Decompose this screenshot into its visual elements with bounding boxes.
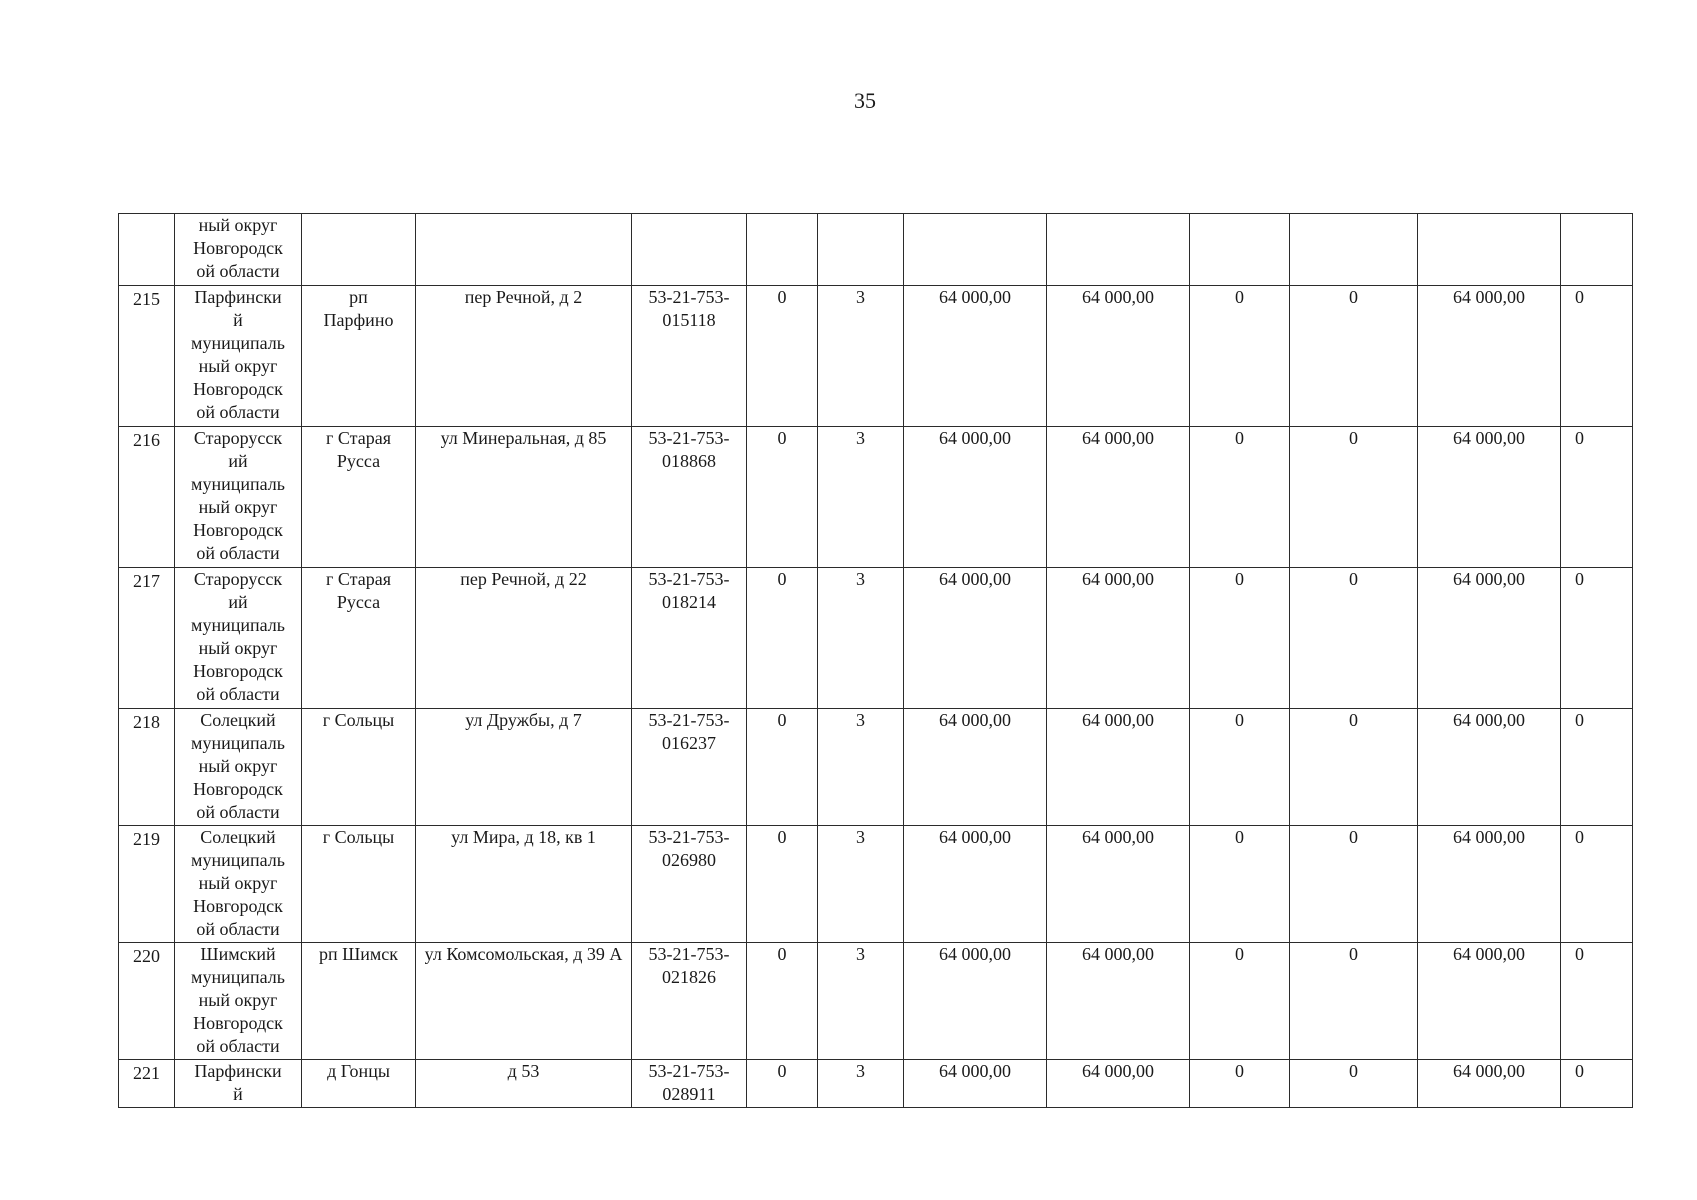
cell-c2: 3 xyxy=(818,709,904,826)
locality-line: г Сольцы xyxy=(322,710,395,730)
cell-c5: 0 xyxy=(1190,427,1290,568)
locality-line: Русса xyxy=(336,592,381,612)
district-line: ой области xyxy=(196,684,280,704)
cell-c5 xyxy=(1190,214,1290,286)
locality-line: Парфино xyxy=(323,310,394,330)
cell-address: пер Речной, д 22 xyxy=(416,568,632,709)
district-line: муниципаль xyxy=(191,474,285,494)
cell-district xyxy=(175,943,302,1060)
cell-locality xyxy=(302,826,416,943)
cell-c8: 0 xyxy=(1561,568,1633,709)
cell-c7: 64 000,00 xyxy=(1418,1060,1561,1108)
locality-line: д Гонцы xyxy=(327,1061,390,1081)
cell-c2: 3 xyxy=(818,568,904,709)
locality-line: г Старая xyxy=(326,428,391,448)
district-line: й xyxy=(233,310,243,330)
code-line: 53-21-753- xyxy=(648,569,730,589)
cell-locality xyxy=(302,286,416,427)
district-line: Старорусск xyxy=(193,569,283,589)
district-line: ой области xyxy=(196,402,280,422)
district-line: ный округ xyxy=(198,756,278,776)
district-line: Солецкий xyxy=(200,827,276,847)
district-line: ный округ xyxy=(198,356,278,376)
table-row xyxy=(119,568,1633,709)
district-line: Новгородск xyxy=(193,779,283,799)
district-line: муниципаль xyxy=(191,333,285,353)
cell-c4: 64 000,00 xyxy=(1047,1060,1190,1108)
locality-line: г Сольцы xyxy=(322,827,395,847)
cell-c3: 64 000,00 xyxy=(904,826,1047,943)
cell-district xyxy=(175,214,302,286)
cell-c1: 0 xyxy=(747,709,818,826)
cell-c7: 64 000,00 xyxy=(1418,427,1561,568)
cell-c6 xyxy=(1290,214,1418,286)
cell-district xyxy=(175,568,302,709)
district-line: Парфински xyxy=(194,287,282,307)
cell-district xyxy=(175,286,302,427)
cell-code xyxy=(632,709,747,826)
district-line: Парфински xyxy=(194,1061,282,1081)
cell-locality xyxy=(302,1060,416,1108)
cell-c6: 0 xyxy=(1290,1060,1418,1108)
cell-c3: 64 000,00 xyxy=(904,286,1047,427)
district-line: Новгородск xyxy=(193,1013,283,1033)
cell-c8: 0 xyxy=(1561,286,1633,427)
cell-num: 220 xyxy=(119,943,175,1060)
district-line: ой области xyxy=(196,919,280,939)
code-line: 53-21-753- xyxy=(648,827,730,847)
cell-c2 xyxy=(818,214,904,286)
cell-c2: 3 xyxy=(818,826,904,943)
table-row xyxy=(119,1060,1633,1108)
cell-c4: 64 000,00 xyxy=(1047,709,1190,826)
cell-code xyxy=(632,568,747,709)
district-line: ой области xyxy=(196,802,280,822)
cell-locality xyxy=(302,427,416,568)
code-line: 53-21-753- xyxy=(648,287,730,307)
cell-c6: 0 xyxy=(1290,826,1418,943)
district-line: Новгородск xyxy=(193,238,283,258)
district-line: Старорусск xyxy=(193,428,283,448)
cell-c8: 0 xyxy=(1561,826,1633,943)
cell-c3: 64 000,00 xyxy=(904,568,1047,709)
cell-c8: 0 xyxy=(1561,709,1633,826)
code-line: 021826 xyxy=(662,967,716,987)
cell-num xyxy=(119,214,175,286)
cell-district xyxy=(175,1060,302,1108)
cell-c1: 0 xyxy=(747,427,818,568)
cell-c5: 0 xyxy=(1190,826,1290,943)
cell-c1: 0 xyxy=(747,568,818,709)
cell-code xyxy=(632,826,747,943)
code-line: 026980 xyxy=(662,850,716,870)
district-line: ий xyxy=(228,592,248,612)
locality-line: Русса xyxy=(336,451,381,471)
cell-c4: 64 000,00 xyxy=(1047,568,1190,709)
cell-address: пер Речной, д 2 xyxy=(416,286,632,427)
cell-address: ул Минеральная, д 85 xyxy=(416,427,632,568)
cell-c2: 3 xyxy=(818,1060,904,1108)
code-line: 53-21-753- xyxy=(648,428,730,448)
cell-c4: 64 000,00 xyxy=(1047,943,1190,1060)
cell-address: ул Мира, д 18, кв 1 xyxy=(416,826,632,943)
cell-c1: 0 xyxy=(747,943,818,1060)
district-line: ий xyxy=(228,451,248,471)
cell-address: ул Комсомольская, д 39 А xyxy=(416,943,632,1060)
district-line: ный округ xyxy=(198,873,278,893)
code-line: 018868 xyxy=(662,451,716,471)
cell-c5: 0 xyxy=(1190,1060,1290,1108)
cell-c5: 0 xyxy=(1190,568,1290,709)
cell-c2: 3 xyxy=(818,286,904,427)
cell-c3: 64 000,00 xyxy=(904,709,1047,826)
cell-c5: 0 xyxy=(1190,709,1290,826)
cell-num: 219 xyxy=(119,826,175,943)
cell-code xyxy=(632,286,747,427)
cell-c7: 64 000,00 xyxy=(1418,709,1561,826)
district-line: Новгородск xyxy=(193,379,283,399)
district-line: Новгородск xyxy=(193,896,283,916)
locality-line: рп xyxy=(349,287,368,307)
cell-c1 xyxy=(747,214,818,286)
district-line: ой области xyxy=(196,261,280,281)
table-row xyxy=(119,943,1633,1060)
cell-code xyxy=(632,214,747,286)
page-number: 35 xyxy=(854,88,876,113)
cell-c4: 64 000,00 xyxy=(1047,826,1190,943)
table-row xyxy=(119,427,1633,568)
cell-locality xyxy=(302,709,416,826)
code-line: 53-21-753- xyxy=(648,1061,730,1081)
district-line: ой области xyxy=(196,1036,280,1056)
cell-c8: 0 xyxy=(1561,943,1633,1060)
district-line: й xyxy=(233,1084,243,1104)
district-line: Шимский xyxy=(200,944,276,964)
cell-address xyxy=(416,214,632,286)
district-line: муниципаль xyxy=(191,733,285,753)
district-line: Новгородск xyxy=(193,520,283,540)
table-row xyxy=(119,709,1633,826)
table-row xyxy=(119,826,1633,943)
district-line: ный округ xyxy=(198,497,278,517)
district-line: ный округ xyxy=(198,990,278,1010)
cell-c3: 64 000,00 xyxy=(904,943,1047,1060)
cell-locality xyxy=(302,214,416,286)
cell-c3: 64 000,00 xyxy=(904,427,1047,568)
cell-c7 xyxy=(1418,214,1561,286)
cell-code xyxy=(632,943,747,1060)
cell-code xyxy=(632,1060,747,1108)
cell-address: ул Дружбы, д 7 xyxy=(416,709,632,826)
cell-c7: 64 000,00 xyxy=(1418,568,1561,709)
code-line: 53-21-753- xyxy=(648,944,730,964)
cell-locality xyxy=(302,568,416,709)
cell-district xyxy=(175,826,302,943)
code-line: 016237 xyxy=(662,733,716,753)
cell-num: 218 xyxy=(119,709,175,826)
cell-c8 xyxy=(1561,214,1633,286)
cell-c2: 3 xyxy=(818,427,904,568)
cell-c7: 64 000,00 xyxy=(1418,286,1561,427)
cell-c6: 0 xyxy=(1290,427,1418,568)
cell-c3 xyxy=(904,214,1047,286)
cell-c6: 0 xyxy=(1290,943,1418,1060)
cell-c2: 3 xyxy=(818,943,904,1060)
code-line: 018214 xyxy=(662,592,716,612)
cell-num: 217 xyxy=(119,568,175,709)
cell-c4: 64 000,00 xyxy=(1047,427,1190,568)
table-row-continuation xyxy=(119,214,1633,286)
district-line: ой области xyxy=(196,543,280,563)
district-line: муниципаль xyxy=(191,967,285,987)
district-line: ный округ xyxy=(198,638,278,658)
code-line: 015118 xyxy=(662,310,716,330)
cell-district xyxy=(175,709,302,826)
district-line: муниципаль xyxy=(191,850,285,870)
cell-c6: 0 xyxy=(1290,568,1418,709)
district-line: муниципаль xyxy=(191,615,285,635)
cell-address: д 53 xyxy=(416,1060,632,1108)
district-line: ный округ xyxy=(198,215,278,235)
cell-c1: 0 xyxy=(747,286,818,427)
cell-c7: 64 000,00 xyxy=(1418,943,1561,1060)
cell-c5: 0 xyxy=(1190,286,1290,427)
cell-c3: 64 000,00 xyxy=(904,1060,1047,1108)
cell-c6: 0 xyxy=(1290,709,1418,826)
cell-code xyxy=(632,427,747,568)
code-line: 53-21-753- xyxy=(648,710,730,730)
locality-line: г Старая xyxy=(326,569,391,589)
cell-c7: 64 000,00 xyxy=(1418,826,1561,943)
table-row xyxy=(119,286,1633,427)
cell-c1: 0 xyxy=(747,826,818,943)
code-line: 028911 xyxy=(662,1084,716,1104)
cell-c4 xyxy=(1047,214,1190,286)
cell-c8: 0 xyxy=(1561,427,1633,568)
cell-c4: 64 000,00 xyxy=(1047,286,1190,427)
district-line: Новгородск xyxy=(193,661,283,681)
cell-district xyxy=(175,427,302,568)
cell-num: 221 xyxy=(119,1060,175,1108)
cell-c8: 0 xyxy=(1561,1060,1633,1108)
cell-c6: 0 xyxy=(1290,286,1418,427)
district-line: Солецкий xyxy=(200,710,276,730)
cell-num: 215 xyxy=(119,286,175,427)
cell-c1: 0 xyxy=(747,1060,818,1108)
locality-line: рп Шимск xyxy=(318,944,399,964)
cell-locality xyxy=(302,943,416,1060)
registry-table xyxy=(118,213,1633,1108)
cell-num: 216 xyxy=(119,427,175,568)
cell-c5: 0 xyxy=(1190,943,1290,1060)
